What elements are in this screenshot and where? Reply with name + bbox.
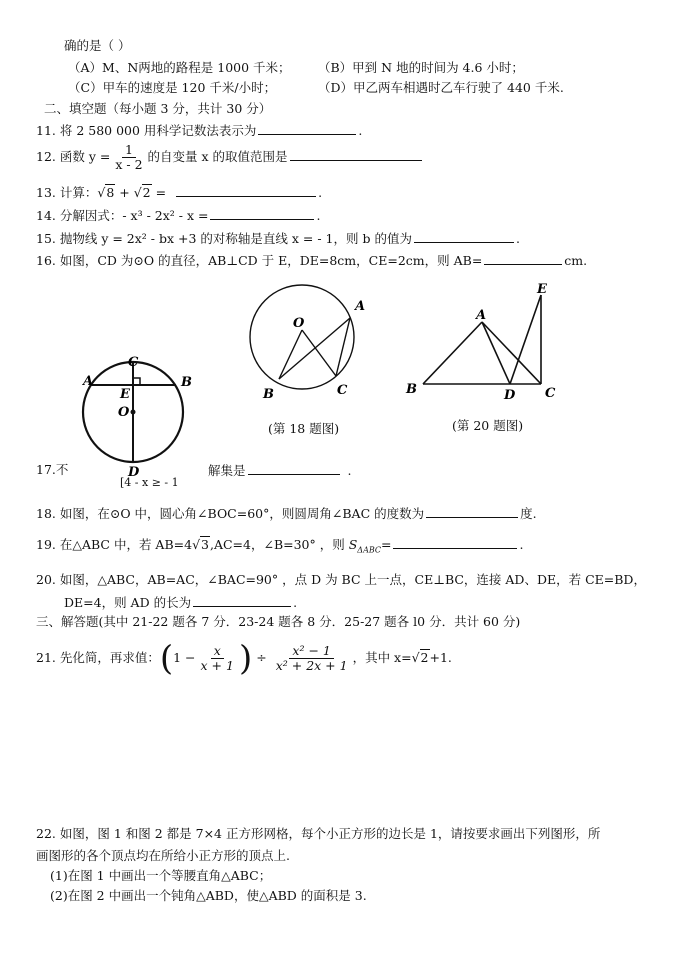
q14-end: . bbox=[316, 208, 321, 223]
q11-end: . bbox=[358, 123, 363, 138]
answer-blank bbox=[290, 148, 422, 161]
fig20-segment-de bbox=[510, 295, 541, 384]
fig16-right-angle-mark bbox=[133, 378, 140, 385]
question-14 bbox=[36, 207, 320, 224]
fig20-segment-ab bbox=[423, 322, 482, 384]
fig16-label-c: C bbox=[128, 355, 139, 370]
fig20-label-c: C bbox=[545, 386, 556, 401]
q10-stem-end: 确的是（ ） bbox=[64, 38, 131, 53]
q13-plus: + bbox=[115, 185, 134, 200]
q22-line4: (2)在图 2 中画出一个钝角△ABD，使△ABD 的面积是 3. bbox=[50, 888, 367, 903]
question-11 bbox=[36, 122, 362, 139]
q19-eq: = bbox=[381, 537, 392, 552]
q19-area-subscript: ΔABC bbox=[357, 545, 381, 555]
question-19 bbox=[36, 536, 523, 559]
answer-blank bbox=[426, 505, 518, 518]
figure-16 bbox=[78, 350, 198, 482]
q11-text: 11. 将 2 580 000 用科学记数法表示为 bbox=[36, 123, 257, 138]
q22-line2: 画图形的各个顶点均在所给小正方形的顶点上. bbox=[36, 848, 290, 863]
fig18-segment-ob bbox=[279, 330, 302, 379]
q21-radicand: 2 bbox=[420, 650, 429, 665]
q13-radicand-b: 2 bbox=[142, 185, 151, 200]
q19-mid: ,AC=4，∠B=30° ，则 bbox=[209, 537, 349, 552]
q21-tail: +1. bbox=[429, 650, 452, 665]
q19-radicand: 3 bbox=[201, 537, 209, 552]
fig18-caption: (第 18 题图) bbox=[268, 421, 340, 436]
question-16 bbox=[36, 252, 587, 269]
fig20-segment-ac bbox=[482, 322, 541, 384]
sqrt-symbol: √ bbox=[97, 185, 106, 200]
section2-title: 二、填空题（每小题 3 分，共计 30 分） bbox=[44, 101, 272, 116]
question-20-line2 bbox=[64, 594, 297, 611]
fig16-label-a: A bbox=[83, 374, 94, 389]
fig18-label-b: B bbox=[263, 387, 274, 402]
question-12 bbox=[36, 140, 424, 174]
fig18-segment-ab bbox=[279, 318, 350, 379]
sqrt-symbol: √ bbox=[192, 537, 201, 552]
q17-end: . bbox=[347, 463, 352, 478]
q17-post: 解集是 bbox=[208, 463, 246, 478]
fig18-label-c: C bbox=[337, 383, 348, 398]
q21-numerator-2: x² − 1 bbox=[289, 644, 333, 659]
q17-fragment: [4 - x ≥ - 1 bbox=[120, 476, 179, 489]
close-paren: ) bbox=[238, 638, 253, 679]
q12-post: 的自变量 x 的取值范围是 bbox=[147, 149, 288, 164]
fig18-circle bbox=[250, 285, 354, 389]
question-21 bbox=[36, 638, 452, 678]
q18-text: 18. 如图，在⊙O 中，圆心角∠BOC=60°，则圆周角∠BAC 的度数为 bbox=[36, 506, 425, 521]
fig16-label-o: O bbox=[118, 405, 130, 420]
q10-option-c: （C）甲车的速度是 120 千米/小时； bbox=[68, 80, 277, 95]
sqrt-symbol: √ bbox=[133, 185, 142, 200]
q13-pre: 13. 计算： bbox=[36, 185, 98, 200]
answer-blank bbox=[248, 462, 340, 475]
q17-pre: 17.不 bbox=[36, 462, 69, 477]
fig16-label-b: B bbox=[181, 375, 192, 390]
fig18-label-a: A bbox=[355, 299, 366, 314]
q21-post: ，其中 x= bbox=[352, 650, 412, 665]
q21-denominator-1: x + 1 bbox=[200, 658, 234, 673]
answer-blank bbox=[393, 536, 517, 549]
q10-option-a: （A）M、N两地的路程是 1000 千米； bbox=[68, 60, 291, 75]
q16-end: cm. bbox=[564, 253, 588, 268]
q21-pre: 21. 先化简，再求值： bbox=[36, 650, 160, 665]
q12-numerator: 1 bbox=[122, 143, 136, 158]
q18-end: 度. bbox=[520, 506, 537, 521]
q12-denominator: x - 2 bbox=[115, 157, 143, 172]
fig20-caption: (第 20 题图) bbox=[452, 418, 524, 433]
answer-blank bbox=[414, 230, 514, 243]
q19-area-symbol: S bbox=[348, 537, 358, 552]
question-13 bbox=[36, 184, 322, 201]
section3-title: 三、解答题(其中 21-22 题各 7 分．23-24 题各 8 分．25-27 题各 l0 分．共计 60 分) bbox=[36, 614, 521, 629]
q20-line2: DE=4，则 AD 的长为 bbox=[64, 595, 192, 610]
fig16-label-e: E bbox=[120, 387, 130, 402]
q13-end: . bbox=[318, 185, 323, 200]
answer-blank bbox=[210, 207, 314, 220]
fig16-center-dot bbox=[131, 410, 136, 415]
q14-text: 14. 分解因式：- x³ - 2x² - x = bbox=[36, 208, 209, 223]
answer-blank bbox=[176, 184, 316, 197]
q15-end: . bbox=[515, 231, 520, 246]
q10-option-b: （B）甲到 N 地的时间为 4.6 小时； bbox=[318, 60, 524, 75]
q19-pre: 19. 在△ABC 中，若 AB=4 bbox=[36, 537, 193, 552]
q21-one-minus: 1 − bbox=[173, 650, 196, 665]
fig20-label-b: B bbox=[406, 382, 417, 397]
fig18-segment-ac bbox=[336, 318, 350, 376]
question-17 bbox=[208, 462, 352, 479]
q10-option-d: （D）甲乙两车相遇时乙车行驶了 440 千米. bbox=[318, 80, 564, 95]
open-paren: ( bbox=[159, 638, 174, 679]
q15-text: 15. 抛物线 y = 2x² - bx +3 的对称轴是直线 x = - 1，则 b 的值为 bbox=[36, 231, 412, 246]
q19-end: . bbox=[519, 537, 524, 552]
q22-line3: (1)在图 1 中画出一个等腰直角△ABC； bbox=[50, 868, 272, 883]
fig20-segment-ad bbox=[482, 322, 510, 384]
q13-radicand-a: 8 bbox=[106, 185, 115, 200]
q22-line1: 22. 如图，图 1 和图 2 都是 7×4 正方形网格，每个小正方形的边长是 1，请按要求画出下列图形，所 bbox=[36, 826, 601, 841]
answer-blank bbox=[258, 122, 356, 135]
fig16-label-d: D bbox=[128, 465, 140, 480]
fig18-label-o: O bbox=[293, 316, 305, 331]
question-18 bbox=[36, 505, 537, 522]
fig20-label-a: A bbox=[476, 308, 487, 323]
q21-numerator-1: x bbox=[211, 644, 224, 659]
figure-20 bbox=[400, 277, 570, 407]
q20-line1: 20. 如图，△ABC，AB=AC，∠BAC=90° ，点 D 为 BC 上一点，CE⊥BC，连接 AD、DE，若 CE=BD， bbox=[36, 572, 646, 587]
figure-18 bbox=[245, 282, 375, 404]
q12-pre: 12. 函数 y = bbox=[36, 149, 111, 164]
sqrt-symbol: √ bbox=[411, 650, 420, 665]
q21-denominator-2: x² + 2x + 1 bbox=[275, 658, 348, 673]
answer-blank bbox=[484, 252, 562, 265]
answer-blank bbox=[193, 594, 291, 607]
fig20-label-e: E bbox=[537, 282, 547, 297]
q13-eq: = bbox=[151, 185, 167, 200]
question-15 bbox=[36, 230, 520, 247]
fig18-segment-oc bbox=[302, 330, 336, 376]
q20-end: . bbox=[293, 595, 298, 610]
fig20-label-d: D bbox=[504, 388, 516, 403]
q21-divide: ÷ bbox=[256, 650, 267, 665]
q16-text: 16. 如图，CD 为⊙O 的直径，AB⊥CD 于 E，DE=8cm，CE=2cm，则 AB= bbox=[36, 253, 483, 268]
